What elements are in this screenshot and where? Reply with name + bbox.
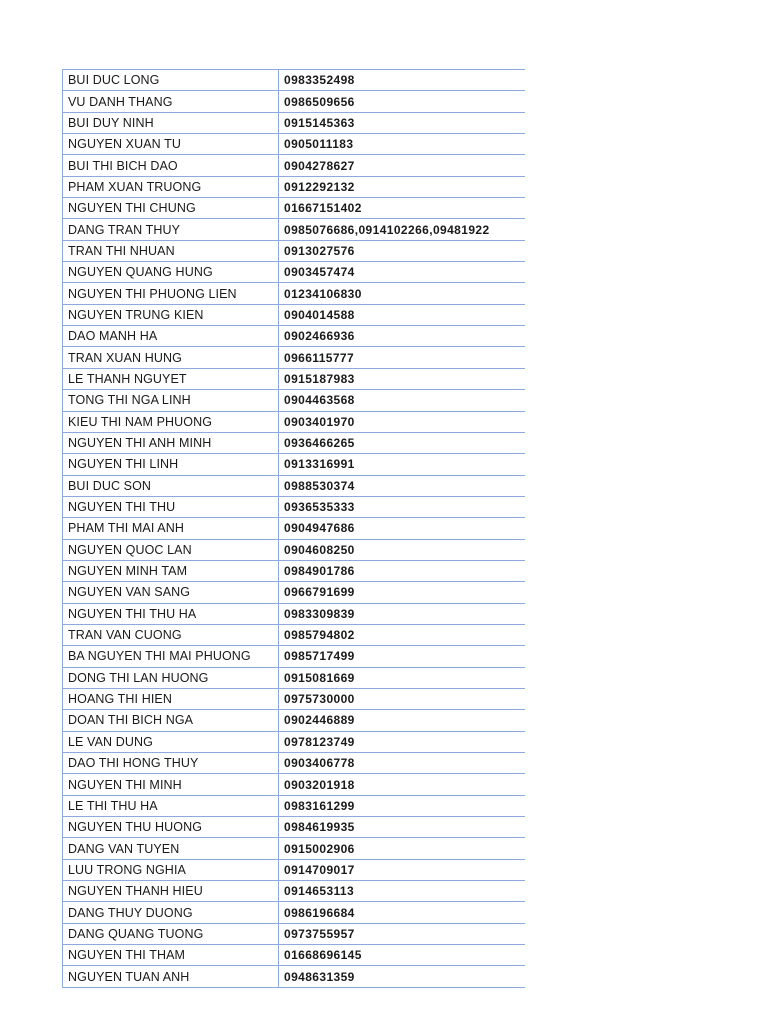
- contact-phone-cell: 0902466936: [279, 326, 525, 347]
- table-row: [63, 539, 525, 560]
- table-row: [63, 923, 525, 944]
- table-row: [63, 774, 525, 795]
- contact-name-cell: NGUYEN THI LINH: [63, 454, 279, 475]
- contact-phone-cell: 0936466265: [279, 432, 525, 453]
- contact-name-cell: TRAN XUAN HUNG: [63, 347, 279, 368]
- contact-phone-cell: 0973755957: [279, 923, 525, 944]
- contact-phone-cell: 0903201918: [279, 774, 525, 795]
- table-row: [63, 176, 525, 197]
- contact-name-cell: DAO MANH HA: [63, 326, 279, 347]
- contact-phone-cell: 0985794802: [279, 624, 525, 645]
- table-row: [63, 368, 525, 389]
- table-row: [63, 432, 525, 453]
- table-row: [63, 945, 525, 966]
- table-row: [63, 326, 525, 347]
- contact-name-cell: KIEU THI NAM PHUONG: [63, 411, 279, 432]
- contact-phone-cell: 01667151402: [279, 198, 525, 219]
- table-row: [63, 91, 525, 112]
- contact-name-cell: LE VAN DUNG: [63, 731, 279, 752]
- contact-phone-cell: 0915145363: [279, 112, 525, 133]
- table-row: [63, 390, 525, 411]
- contact-phone-cell: 0915081669: [279, 667, 525, 688]
- contact-name-cell: NGUYEN THANH HIEU: [63, 881, 279, 902]
- contact-phone-cell: 0904947686: [279, 518, 525, 539]
- table-row: [63, 518, 525, 539]
- contact-phone-cell: 0904014588: [279, 304, 525, 325]
- contact-name-cell: NGUYEN VAN SANG: [63, 582, 279, 603]
- contact-phone-cell: 0915002906: [279, 838, 525, 859]
- contact-name-cell: DANG THUY DUONG: [63, 902, 279, 923]
- table-row: [63, 838, 525, 859]
- table-row: [63, 262, 525, 283]
- contact-phone-cell: 0966115777: [279, 347, 525, 368]
- contact-phone-cell: 0904608250: [279, 539, 525, 560]
- contact-phone-cell: 0914653113: [279, 881, 525, 902]
- contact-phone-cell: 0904278627: [279, 155, 525, 176]
- contact-name-cell: BUI DUC SON: [63, 475, 279, 496]
- table-row: [63, 688, 525, 709]
- table-row: [63, 219, 525, 240]
- contact-name-cell: DANG VAN TUYEN: [63, 838, 279, 859]
- table-row: [63, 731, 525, 752]
- table-row: [63, 881, 525, 902]
- contact-phone-cell: 0983352498: [279, 70, 525, 91]
- table-row: [63, 454, 525, 475]
- table-row: [63, 304, 525, 325]
- contact-phone-cell: 01234106830: [279, 283, 525, 304]
- contact-name-cell: NGUYEN THI PHUONG LIEN: [63, 283, 279, 304]
- table-row: [63, 198, 525, 219]
- table-row: [63, 560, 525, 581]
- contact-name-cell: NGUYEN THI ANH MINH: [63, 432, 279, 453]
- table-row: [63, 475, 525, 496]
- contact-phone-cell: 0986196684: [279, 902, 525, 923]
- contact-phone-cell: 0905011183: [279, 134, 525, 155]
- contact-sheet: [62, 69, 524, 988]
- contact-phone-cell: 0902446889: [279, 710, 525, 731]
- table-row: [63, 646, 525, 667]
- table-row: [63, 155, 525, 176]
- contact-phone-cell: 0904463568: [279, 390, 525, 411]
- contact-name-cell: BUI DUY NINH: [63, 112, 279, 133]
- contact-phone-cell: 0985717499: [279, 646, 525, 667]
- contact-phone-cell: 0903457474: [279, 262, 525, 283]
- contact-phone-cell: 0983309839: [279, 603, 525, 624]
- contact-name-cell: NGUYEN THI THAM: [63, 945, 279, 966]
- contact-name-cell: PHAM XUAN TRUONG: [63, 176, 279, 197]
- contact-name-cell: DOAN THI BICH NGA: [63, 710, 279, 731]
- contact-name-cell: DAO THI HONG THUY: [63, 753, 279, 774]
- contact-phone-cell: 0948631359: [279, 966, 525, 987]
- contact-name-cell: VU DANH THANG: [63, 91, 279, 112]
- contact-name-cell: DANG QUANG TUONG: [63, 923, 279, 944]
- contact-phone-cell: 0914709017: [279, 859, 525, 880]
- contact-name-cell: BA NGUYEN THI MAI PHUONG: [63, 646, 279, 667]
- table-row: [63, 603, 525, 624]
- table-row: [63, 582, 525, 603]
- table-row: [63, 347, 525, 368]
- contact-name-cell: NGUYEN THU HUONG: [63, 817, 279, 838]
- contact-phone-cell: 0903401970: [279, 411, 525, 432]
- contact-name-cell: NGUYEN THI CHUNG: [63, 198, 279, 219]
- contact-name-cell: TRAN THI NHUAN: [63, 240, 279, 261]
- contact-phone-cell: 0985076686,0914102266,09481922: [279, 219, 525, 240]
- contact-phone-cell: 0986509656: [279, 91, 525, 112]
- table-row: [63, 753, 525, 774]
- table-row: [63, 283, 525, 304]
- contact-phone-cell: 0984901786: [279, 560, 525, 581]
- contact-name-cell: BUI DUC LONG: [63, 70, 279, 91]
- contact-phone-cell: 0936535333: [279, 496, 525, 517]
- contact-name-cell: NGUYEN THI THU: [63, 496, 279, 517]
- contact-name-cell: LE THANH NGUYET: [63, 368, 279, 389]
- contact-name-cell: LE THI THU HA: [63, 795, 279, 816]
- contact-name-cell: NGUYEN XUAN TU: [63, 134, 279, 155]
- contact-phone-cell: 0913316991: [279, 454, 525, 475]
- contact-name-cell: HOANG THI HIEN: [63, 688, 279, 709]
- contact-phone-cell: 0975730000: [279, 688, 525, 709]
- table-row: [63, 70, 525, 91]
- table-row: [63, 112, 525, 133]
- table-row: [63, 966, 525, 987]
- table-row: [63, 240, 525, 261]
- contact-name-cell: TRAN VAN CUONG: [63, 624, 279, 645]
- contact-phone-cell: 0903406778: [279, 753, 525, 774]
- contact-table: [62, 69, 525, 988]
- table-row: [63, 710, 525, 731]
- table-row: [63, 496, 525, 517]
- contact-phone-cell: 0913027576: [279, 240, 525, 261]
- table-row: [63, 902, 525, 923]
- contact-name-cell: NGUYEN QUOC LAN: [63, 539, 279, 560]
- contact-phone-cell: 0988530374: [279, 475, 525, 496]
- contact-name-cell: DONG THI LAN HUONG: [63, 667, 279, 688]
- table-row: [63, 667, 525, 688]
- contact-name-cell: PHAM THI MAI ANH: [63, 518, 279, 539]
- contact-name-cell: NGUYEN QUANG HUNG: [63, 262, 279, 283]
- contact-phone-cell: 0983161299: [279, 795, 525, 816]
- contact-name-cell: BUI THI BICH DAO: [63, 155, 279, 176]
- contact-name-cell: NGUYEN THI MINH: [63, 774, 279, 795]
- table-row: [63, 795, 525, 816]
- contact-phone-cell: 0966791699: [279, 582, 525, 603]
- contact-name-cell: NGUYEN TUAN ANH: [63, 966, 279, 987]
- contact-phone-cell: 0984619935: [279, 817, 525, 838]
- contact-name-cell: DANG TRAN THUY: [63, 219, 279, 240]
- table-row: [63, 817, 525, 838]
- contact-phone-cell: 01668696145: [279, 945, 525, 966]
- table-row: [63, 411, 525, 432]
- contact-name-cell: LUU TRONG NGHIA: [63, 859, 279, 880]
- contact-phone-cell: 0978123749: [279, 731, 525, 752]
- table-row: [63, 859, 525, 880]
- contact-table-body: [63, 70, 525, 988]
- table-row: [63, 624, 525, 645]
- contact-name-cell: NGUYEN THI THU HA: [63, 603, 279, 624]
- contact-name-cell: NGUYEN MINH TAM: [63, 560, 279, 581]
- table-row: [63, 134, 525, 155]
- contact-name-cell: NGUYEN TRUNG KIEN: [63, 304, 279, 325]
- contact-name-cell: TONG THI NGA LINH: [63, 390, 279, 411]
- contact-phone-cell: 0915187983: [279, 368, 525, 389]
- contact-phone-cell: 0912292132: [279, 176, 525, 197]
